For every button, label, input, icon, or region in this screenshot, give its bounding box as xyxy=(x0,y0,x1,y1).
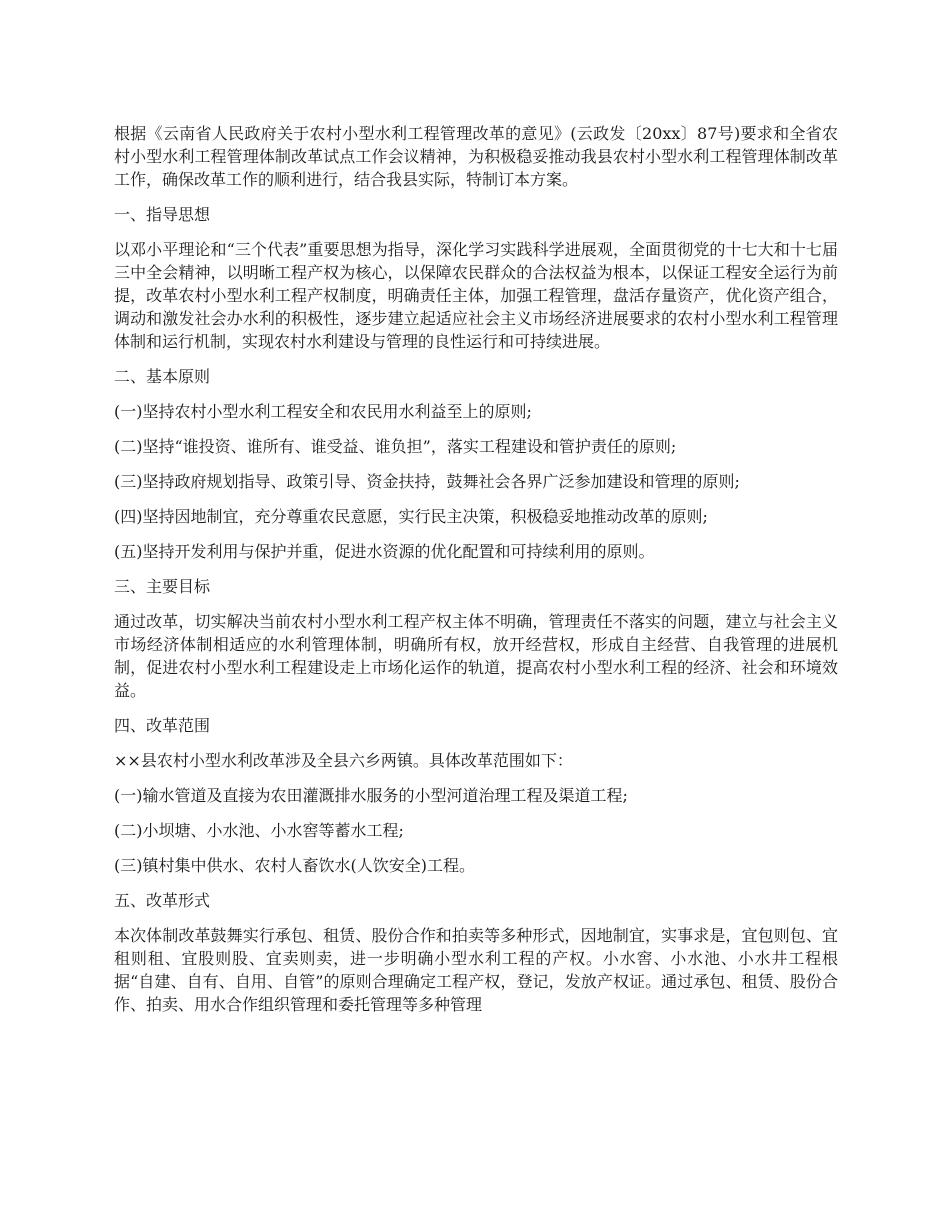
principle-5: (五)坚持开发利用与保护并重，促进水资源的优化配置和可持续利用的原则。 xyxy=(114,542,655,561)
principle-3: (三)坚持政府规划指导、政策引导、资金扶持，鼓舞社会各界广泛参加建设和管理的原则; xyxy=(114,472,740,491)
reform-scope-intro: ××县农村小型水利改革涉及全县六乡两镇。具体改革范围如下： xyxy=(114,751,573,770)
heading-guiding-ideology: 一、指导思想 xyxy=(114,205,211,224)
principle-4: (四)坚持因地制宜，充分尊重农民意愿，实行民主决策，积极稳妥地推动改革的原则; xyxy=(114,507,708,526)
reform-forms-paragraph: 本次体制改革鼓舞实行承包、租赁、股份合作和拍卖等多种形式，因地制宜，实事求是，宜包则包、宜租则租、宜股则股、宜卖则卖，进一步明确小型水利工程的产权。小水窖、小水池、小水井工程根据“自建、自有、自用、自管”的原则合理确定工程产权，登记，发放产权证。通过承包、租赁、股份合作、拍卖、用水合作组织管理和委托管理等多种管理 xyxy=(114,926,838,1014)
scope-item-2: (二)小坝塘、小水池、小水窖等蓄水工程; xyxy=(114,821,404,840)
principle-2: (二)坚持“谁投资、谁所有、谁受益、谁负担”，落实工程建设和管护责任的原则; xyxy=(114,437,677,456)
principle-1: (一)坚持农村小型水利工程安全和农民用水利益至上的原则; xyxy=(114,402,532,421)
heading-reform-scope: 四、改革范围 xyxy=(114,716,211,735)
heading-reform-forms: 五、改革形式 xyxy=(114,891,211,910)
intro-paragraph: 根据《云南省人民政府关于农村小型水利工程管理改革的意见》(云政发〔20xx〕87号)要求和全省农村小型水利工程管理体制改革试点工作会议精神，为积极稳妥推动我县农村小型水利工程管理体制改革工作，确保改革工作的顺利进行，结合我县实际，特制订本方案。 xyxy=(114,124,838,189)
heading-basic-principles: 二、基本原则 xyxy=(114,367,211,386)
guiding-ideology-paragraph: 以邓小平理论和“三个代表”重要思想为指导，深化学习实践科学进展观，全面贯彻党的十七大和十七届三中全会精神，以明晰工程产权为核心，以保障农民群众的合法权益为根本，以保证工程安全运行为前提，改革农村小型水利工程产权制度，明确责任主体，加强工程管理，盘活存量资产，优化资产组合，调动和激发社会办水利的积极性，逐步建立起适应社会主义市场经济进展要求的农村小型水利工程管理体制和运行机制，实现农村水利建设与管理的良性运行和可持续进展。 xyxy=(114,240,838,351)
main-goals-paragraph: 通过改革，切实解决当前农村小型水利工程产权主体不明确，管理责任不落实的问题，建立与社会主义市场经济体制相适应的水利管理体制，明确所有权，放开经营权，形成自主经营、自我管理的进展机制，促进农村小型水利工程建设走上市场化运作的轨道，提高农村小型水利工程的经济、社会和环境效益。 xyxy=(114,612,838,700)
document-page xyxy=(114,122,838,1028)
heading-main-goals: 三、主要目标 xyxy=(114,577,211,596)
scope-item-1: (一)输水管道及直接为农田灌溉排水服务的小型河道治理工程及渠道工程; xyxy=(114,786,628,805)
scope-item-3: (三)镇村集中供水、农村人畜饮水(人饮安全)工程。 xyxy=(114,856,475,875)
